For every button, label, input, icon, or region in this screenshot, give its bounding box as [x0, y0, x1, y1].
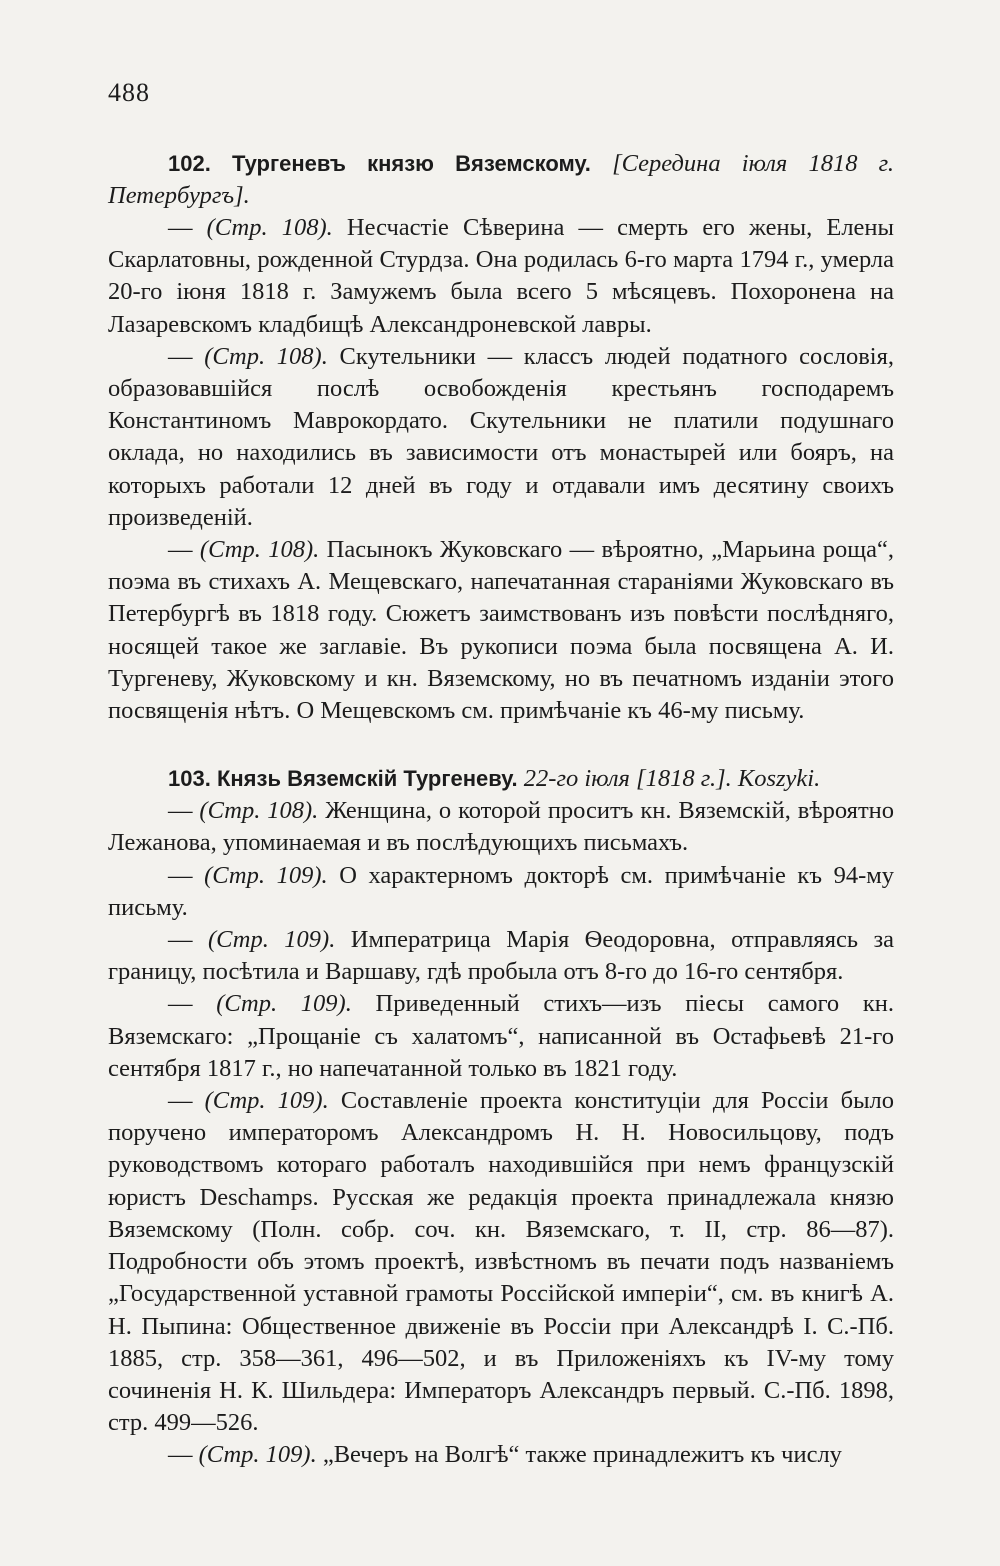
note-paragraph — [108, 795, 894, 859]
note-text: Составленіе проекта конституціи для Россіи было поручено императоромъ Александромъ Н. Н. Новосильцову, подъ руководствомъ котораго работалъ находившійся при немъ французскій юристъ Deschamps. Русская же редакція проекта принадлежала князю Вяземскому (Полн. собр. соч. кн. Вяземскаго, т. II, стр. 86—87). Подробности объ этомъ проектѣ, извѣстномъ въ печати подъ названіемъ „Государственной уставной грамоты Россійской имперіи“, см. въ книгѣ А. Н. Пыпина: Общественное движеніе въ Россіи при Александрѣ I. С.-Пб. 1885, стр. 358—361, 496—502, и въ Приложеніяхъ къ IV-му тому сочиненія Н. К. Шильдера: Императоръ Александръ первый. С.-Пб. 1898, стр. 499—526. — [108, 1087, 895, 1437]
note-paragraph — [108, 1439, 894, 1471]
note-paragraph — [108, 212, 894, 341]
letter-section-103 — [108, 763, 894, 1471]
page-reference: (Стр. 109). — [207, 926, 336, 954]
note-dash: — — [168, 536, 200, 564]
note-paragraph — [108, 341, 894, 534]
note-dash: — — [168, 797, 200, 825]
note-paragraph — [108, 988, 894, 1085]
note-text: Женщина, о которой проситъ кн. Вяземскій, вѣроятно Лежанова, упоминаемая и въ послѣдующихъ письмахъ. — [108, 797, 895, 857]
page-number: 488 — [108, 78, 150, 107]
note-dash: — — [168, 1087, 205, 1115]
section-heading — [108, 148, 894, 212]
document-page — [108, 78, 894, 1472]
section-heading — [108, 763, 894, 795]
section-title: Тургеневъ князю Вяземскому. — [232, 151, 591, 176]
note-dash: — — [168, 342, 205, 370]
letter-section-102 — [108, 148, 894, 727]
section-title: Князь Вяземскій Тургеневу. — [216, 766, 518, 792]
note-dash: — — [168, 861, 205, 889]
page-reference: (Стр. 108). — [199, 536, 320, 564]
page-reference: (Стр. 108). — [199, 797, 319, 825]
note-text: Пасынокъ Жуковскаго — вѣроятно, „Марьина роща“, поэма въ стихахъ А. Мещевскаго, напечатанная стараніями Жуковскаго въ Петербургѣ въ 1818 году. Сюжетъ заимствованъ изъ повѣсти послѣдняго, носящей такое же заглавіе. Въ рукописи поэма была посвящена А. И. Тургеневу, Жуковскому и кн. Вяземскому, но въ печатномъ изданіи этого посвященія нѣтъ. О Мещевскомъ см. примѣчаніе къ 46-му письму. — [108, 536, 894, 725]
section-number: 103. — [168, 766, 211, 792]
page-reference: (Стр. 109). — [204, 1087, 329, 1115]
note-paragraph — [108, 1085, 894, 1439]
note-dash: — — [168, 926, 208, 954]
note-text: Несчастіе Сѣверина — смерть его жены, Елены Скарлатовны, рожденной Стурдза. Она родилась 6-го марта 1794 г., умерла 20-го іюня 1818 г. Замужемъ была всего 5 мѣсяцевъ. Похоронена на Лазаревскомъ кладбищѣ Александроневской лавры. — [108, 214, 895, 338]
note-dash: — — [168, 990, 217, 1018]
section-number: 102. — [168, 151, 211, 176]
page-reference: (Стр. 108). — [206, 214, 333, 241]
page-reference: (Стр. 109). — [216, 990, 352, 1018]
page-reference: (Стр. 109). — [198, 1441, 317, 1469]
page-reference: (Стр. 109). — [204, 861, 328, 889]
note-paragraph — [108, 924, 894, 988]
note-dash: — — [168, 214, 207, 241]
section-date-place: [Середина іюля 1818 г. Петербургъ]. — [108, 150, 895, 209]
note-paragraph — [108, 534, 894, 727]
note-text: Приведенный стихъ—изъ піесы самого кн. Вяземскаго: „Прощаніе съ халатомъ“, написанной въ Остафьевѣ 21-го сентября 1817 г., но напечатанной только въ 1821 году. — [108, 990, 895, 1082]
note-text: „Вечеръ на Волгѣ“ также принадлежитъ къ числу — [316, 1441, 842, 1469]
note-paragraph — [108, 860, 894, 924]
note-text: Скутельники — классъ людей податного сословія, образовавшійся послѣ освобожденія крестьянъ господаремъ Константиномъ Маврокордато. Скутельники не платили подушнаго оклада, но находились въ зависимости отъ монастырей или бояръ, на которыхъ работали 12 дней въ году и отдавали имъ десятину своихъ произведеній. — [108, 342, 895, 531]
note-text: Императрица Марія Ѳеодоровна, отправляясь за границу, посѣтила и Варшаву, гдѣ пробыла отъ 8-го до 16-го сентября. — [108, 926, 894, 986]
section-date-place: 22-го іюля [1818 г.]. Koszyki. — [523, 765, 821, 793]
note-dash: — — [168, 1441, 199, 1469]
page-reference: (Стр. 108). — [204, 342, 328, 370]
note-text: О характерномъ докторѣ см. примѣчаніе къ 94-му письму. — [108, 861, 894, 921]
